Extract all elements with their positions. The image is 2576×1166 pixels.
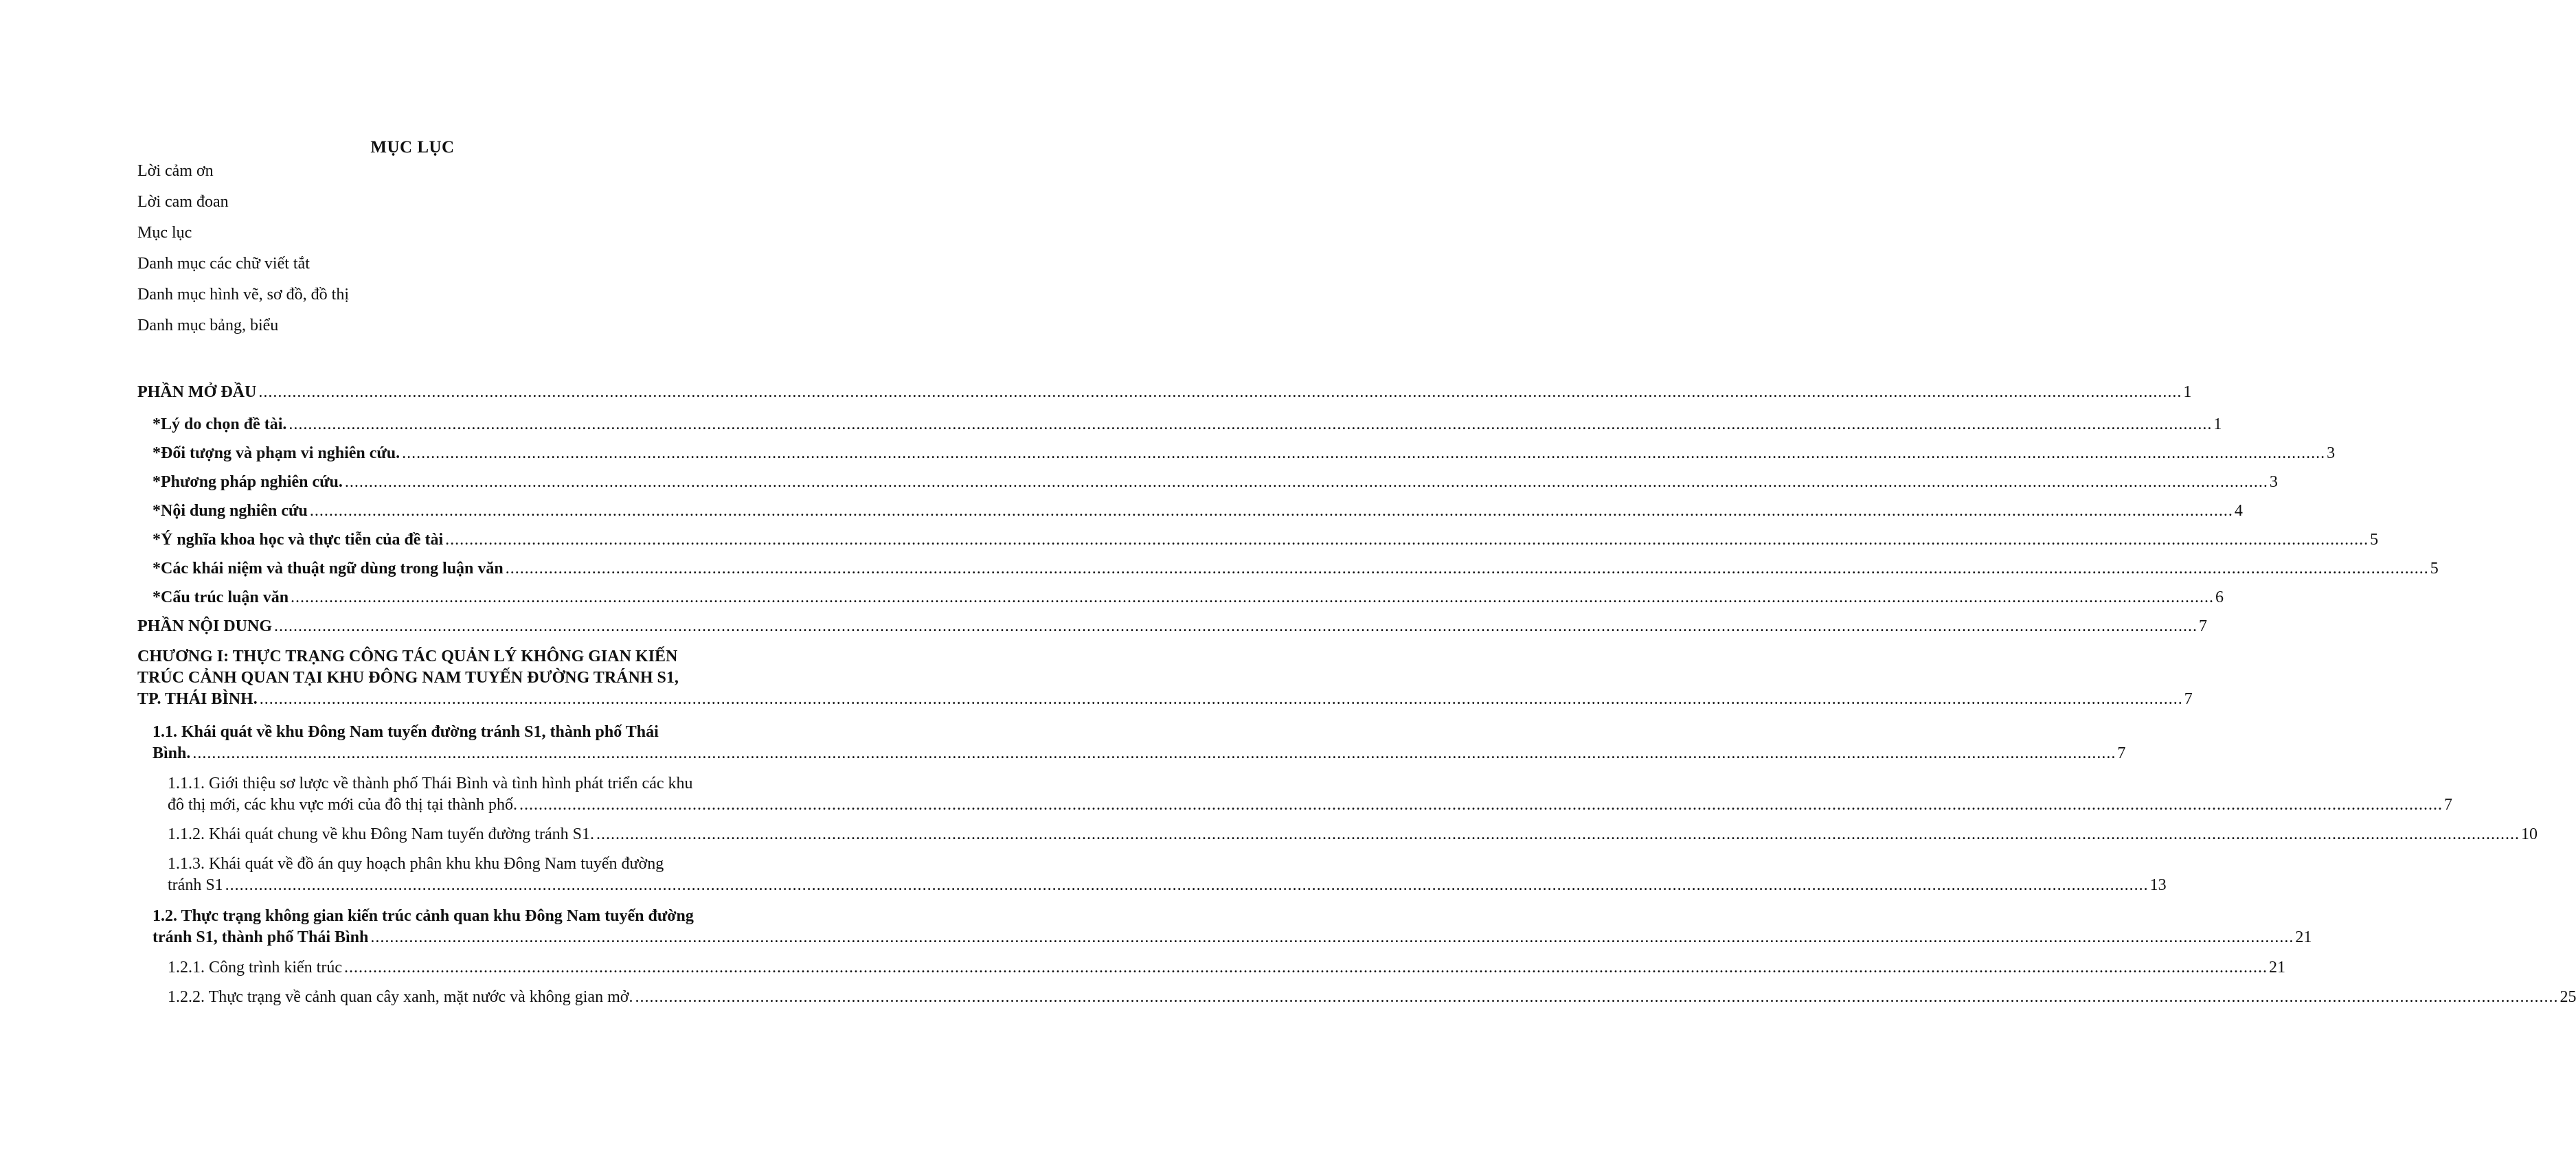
toc-entry-title: *Nội dung nghiên cứu [152, 502, 308, 520]
toc-entry-row [152, 558, 2439, 580]
toc-leader-dots: ................................................................................................................................................................................................................................................................................................................................................................................................................ [289, 415, 2213, 433]
toc-entry-title-line: 1.2. Thực trạng không gian kiến trúc cảnh quan khu Đông Nam tuyến đường [152, 907, 694, 925]
toc-entry-title-line: TRÚC CẢNH QUAN TẠI KHU ĐÔNG NAM TUYẾN ĐƯỜNG TRÁNH S1, [137, 669, 679, 687]
toc-entry-title: *Ý nghĩa khoa học và thực tiễn của đề tài [152, 531, 444, 549]
toc-entry-row [152, 743, 2126, 764]
toc-entry-title: 1.2.2. Thực trạng về cảnh quan cây xanh, mặt nước và không gian mở. [168, 988, 633, 1006]
toc-leader-dots: ................................................................................................................................................................................................................................................................................................................................................................................................................ [596, 825, 2520, 843]
toc-page-number: 1 [2213, 415, 2222, 433]
toc-page-number: 7 [2199, 617, 2207, 635]
toc-leader-dots: ................................................................................................................................................................................................................................................................................................................................................................................................................ [370, 928, 2294, 946]
toc-entry-phuong-phap[interactable] [152, 472, 2278, 493]
toc-entry-doi-tuong[interactable] [152, 443, 2336, 464]
toc-leader-dots: ................................................................................................................................................................................................................................................................................................................................................................................................................ [259, 690, 2183, 708]
toc-entry-title: PHẦN NỘI DUNG [137, 617, 272, 635]
toc-entry-y-nghia[interactable] [152, 529, 2379, 551]
toc-entry-s-1-1-1[interactable] [168, 773, 2452, 816]
toc-page-number: 7 [2443, 796, 2452, 814]
toc-entry-title-line: 1.1.1. Giới thiệu sơ lược về thành phố Thái Bình và tình hình phát triển các khu [168, 775, 693, 792]
toc-entry-s-1-1-3[interactable] [168, 854, 2167, 896]
toc-entry-row [152, 472, 2278, 493]
toc-entry-title: *Các khái niệm và thuật ngữ dùng trong luận văn [152, 560, 504, 578]
toc-entry-title: *Lý do chọn đề tài. [152, 415, 287, 433]
toc-entry-row [168, 795, 2452, 816]
toc-page-number: 6 [2215, 588, 2224, 606]
toc-entry-s-1-2[interactable] [152, 906, 2312, 948]
toc-entry-s-1-2-1[interactable] [168, 957, 2285, 979]
toc-entry-title: *Phương pháp nghiên cứu. [152, 473, 343, 491]
toc-leader-dots: ................................................................................................................................................................................................................................................................................................................................................................................................................ [402, 444, 2326, 462]
toc-page-number: 21 [2295, 928, 2312, 946]
front-matter-item: Lời cam đoan [137, 193, 229, 211]
toc-entry-title: *Đối tượng và phạm vi nghiên cứu. [152, 444, 400, 462]
toc-entry-khai-niem[interactable] [152, 558, 2439, 580]
toc-entry-noi-dung-nc[interactable] [152, 501, 2243, 522]
toc-entry-title: PHẦN MỞ ĐẦU [137, 383, 257, 401]
toc-leader-dots: ................................................................................................................................................................................................................................................................................................................................................................................................................ [258, 383, 2182, 401]
toc-leader-dots: ................................................................................................................................................................................................................................................................................................................................................................................................................ [505, 560, 2429, 578]
toc-entry-row [168, 987, 2576, 1008]
toc-page-number: 1 [2183, 383, 2192, 401]
page-title: MỤC LỤC [370, 138, 455, 157]
toc-entry-cau-truc[interactable] [152, 587, 2224, 608]
toc-page-number: 10 [2520, 825, 2538, 843]
toc-leader-dots: ................................................................................................................................................................................................................................................................................................................................................................................................................ [309, 502, 2233, 520]
toc-entry-title: đô thị mới, các khu vực mới của đô thị tại thành phố. [168, 796, 517, 814]
toc-entry-title: tránh S1 [168, 876, 223, 894]
toc-entry-title: TP. THÁI BÌNH. [137, 690, 258, 708]
toc-entry-chuong-1[interactable] [137, 646, 2193, 710]
toc-page-number: 13 [2149, 876, 2167, 894]
toc-entry-title-line: 1.1. Khái quát về khu Đông Nam tuyến đường tránh S1, thành phố Thái [152, 723, 659, 741]
toc-entry-row [152, 587, 2224, 608]
toc-entry-title: *Cấu trúc luận văn [152, 588, 289, 606]
toc-leader-dots: ................................................................................................................................................................................................................................................................................................................................................................................................................ [225, 876, 2149, 894]
toc-entry-row [168, 957, 2285, 979]
toc-leader-dots: ................................................................................................................................................................................................................................................................................................................................................................................................................ [274, 617, 2197, 635]
toc-entry-row [152, 927, 2312, 948]
toc-entry-title-line: CHƯƠNG I: THỰC TRẠNG CÔNG TÁC QUẢN LÝ KHÔNG GIAN KIẾN [137, 648, 678, 665]
toc-page-number: 21 [2268, 959, 2285, 976]
toc-leader-dots: ................................................................................................................................................................................................................................................................................................................................................................................................................ [291, 588, 2215, 606]
toc-entry-row [168, 875, 2167, 896]
toc-entry-s-1-1[interactable] [152, 722, 2126, 764]
front-matter-item: Danh mục bảng, biểu [137, 317, 279, 334]
toc-leader-dots: ................................................................................................................................................................................................................................................................................................................................................................................................................ [343, 959, 2268, 976]
toc-entry-s-1-2-2[interactable] [168, 987, 2576, 1008]
toc-page-number: 5 [2370, 531, 2379, 549]
front-matter-item: Mục lục [137, 224, 192, 242]
toc-entry-title-line: 1.1.3. Khái quát về đồ án quy hoạch phân khu khu Đông Nam tuyến đường [168, 855, 664, 873]
toc-entry-title: 1.2.1. Công trình kiến trúc [168, 959, 342, 976]
toc-leader-dots: ................................................................................................................................................................................................................................................................................................................................................................................................................ [344, 473, 2268, 491]
toc-entry-title: Bình. [152, 744, 191, 762]
front-matter-item: Danh mục các chữ viết tắt [137, 255, 310, 273]
toc-entry-row [137, 382, 2192, 403]
toc-entry-row [152, 414, 2222, 435]
toc-page-number: 25 [2560, 988, 2576, 1006]
toc-entry-title: 1.1.2. Khái quát chung về khu Đông Nam tuyến đường tránh S1. [168, 825, 594, 843]
toc-page-number: 3 [2327, 444, 2336, 462]
toc-leader-dots: ................................................................................................................................................................................................................................................................................................................................................................................................................ [635, 988, 2559, 1006]
toc-entry-row [152, 529, 2379, 551]
toc-leader-dots: ................................................................................................................................................................................................................................................................................................................................................................................................................ [519, 796, 2443, 814]
toc-page-number: 4 [2234, 502, 2243, 520]
toc-entry-ly-do[interactable] [152, 414, 2222, 435]
toc-entry-row [168, 824, 2538, 845]
toc-entry-row [152, 443, 2336, 464]
toc-page-number: 7 [2184, 690, 2193, 708]
toc-entry-row [137, 616, 2207, 637]
toc-leader-dots: ................................................................................................................................................................................................................................................................................................................................................................................................................ [192, 744, 2116, 762]
front-matter-item: Danh mục hình vẽ, sơ đồ, đồ thị [137, 286, 349, 304]
toc-entry-row [137, 689, 2193, 710]
toc-entry-s-1-1-2[interactable] [168, 824, 2538, 845]
toc-leader-dots: ................................................................................................................................................................................................................................................................................................................................................................................................................ [445, 531, 2369, 549]
toc-page-number: 5 [2430, 560, 2439, 578]
toc-page-number: 3 [2269, 473, 2278, 491]
front-matter-item: Lời cảm ơn [137, 162, 214, 180]
toc-entry-phan-noi-dung[interactable] [137, 616, 2207, 637]
toc-entry-phan-mo-dau[interactable] [137, 382, 2192, 403]
toc-entry-title: tránh S1, thành phố Thái Bình [152, 928, 369, 946]
toc-entry-row [152, 501, 2243, 522]
toc-page-number: 7 [2117, 744, 2126, 762]
